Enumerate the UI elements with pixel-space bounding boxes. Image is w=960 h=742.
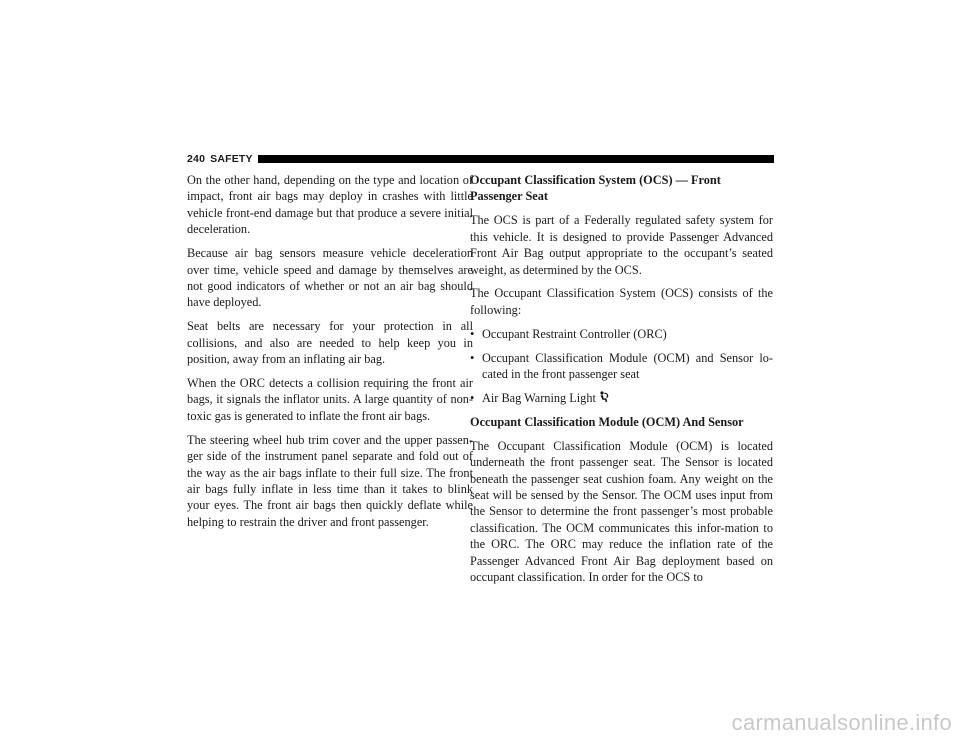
list-item-text: Air Bag Warning Light xyxy=(482,390,596,405)
section-title: SAFETY xyxy=(210,153,253,165)
list-item xyxy=(470,390,773,406)
page-number: 240 xyxy=(187,153,206,165)
header-rule xyxy=(258,155,774,163)
air-bag-warning-light-icon-graphic xyxy=(598,391,609,403)
section-heading-ocm: Occupant Classification Module (OCM) And Sensor xyxy=(470,414,744,429)
paragraph: On the other hand, depending on the type and location of impact, front air bags may deploy in crashes with little vehicle front-end damage but that produce a severe initial deceleration. xyxy=(187,173,473,237)
list-item-text: Occupant Restraint Controller (ORC) xyxy=(482,326,667,341)
list-item-text: Occupant Classification Module (OCM) and Sensor lo-cated in the front passenger seat xyxy=(482,350,773,382)
paragraph: The Occupant Classification Module (OCM) is located underneath the front passenger seat. The Sensor is located beneath the passenger seat cushion foam. Any weight on the seat will be sensed by the Sensor. The OCM uses input from the Sensor to determine the front passenger’s most probable classification. The OCM communicates this infor-mation to the ORC. The ORC may reduce the inflation rate of the Passenger Advanced Front Air Bag deployment based on occupant classification. In order for the OCS to xyxy=(470,438,773,585)
paragraph: The steering wheel hub trim cover and the upper passen-ger side of the instrument panel separate and fold out of the way as the air bags inflate to their full size. The front air bags fully inflate in less time than it takes to blink your eyes. The front air bags then quickly deflate while helping to restrain the driver and front passenger. xyxy=(187,432,473,529)
paragraph: Because air bag sensors measure vehicle deceleration over time, vehicle speed and damage by themselves are not good indicators of whether or not an air bag should have deployed. xyxy=(187,246,473,310)
paragraph: The Occupant Classification System (OCS) consists of the following: xyxy=(470,286,773,317)
paragraph: The OCS is part of a Federally regulated safety system for this vehicle. It is designed to provide Passenger Advanced Front Air Bag output appropriate to the occupant’s seated weight, as determined by the OCS. xyxy=(470,213,773,277)
page-header xyxy=(187,153,774,165)
air-bag-warning-light-icon xyxy=(598,391,609,403)
ocs-components-list xyxy=(470,326,773,407)
left-column xyxy=(187,172,473,538)
list-item xyxy=(470,326,773,342)
paragraph: Seat belts are necessary for your protection in all collisions, and also are needed to help keep you in position, away from an inflating air bag. xyxy=(187,319,473,367)
list-item xyxy=(470,350,773,383)
section-heading-ocs: Occupant Classification System (OCS) — Front Passenger Seat xyxy=(470,173,721,204)
right-column xyxy=(470,172,773,593)
watermark: carmanualsonline.info xyxy=(731,710,952,735)
paragraph: When the ORC detects a collision requiring the front air bags, it signals the inflator units. A large quantity of non-toxic gas is generated to inflate the front air bags. xyxy=(187,375,473,423)
